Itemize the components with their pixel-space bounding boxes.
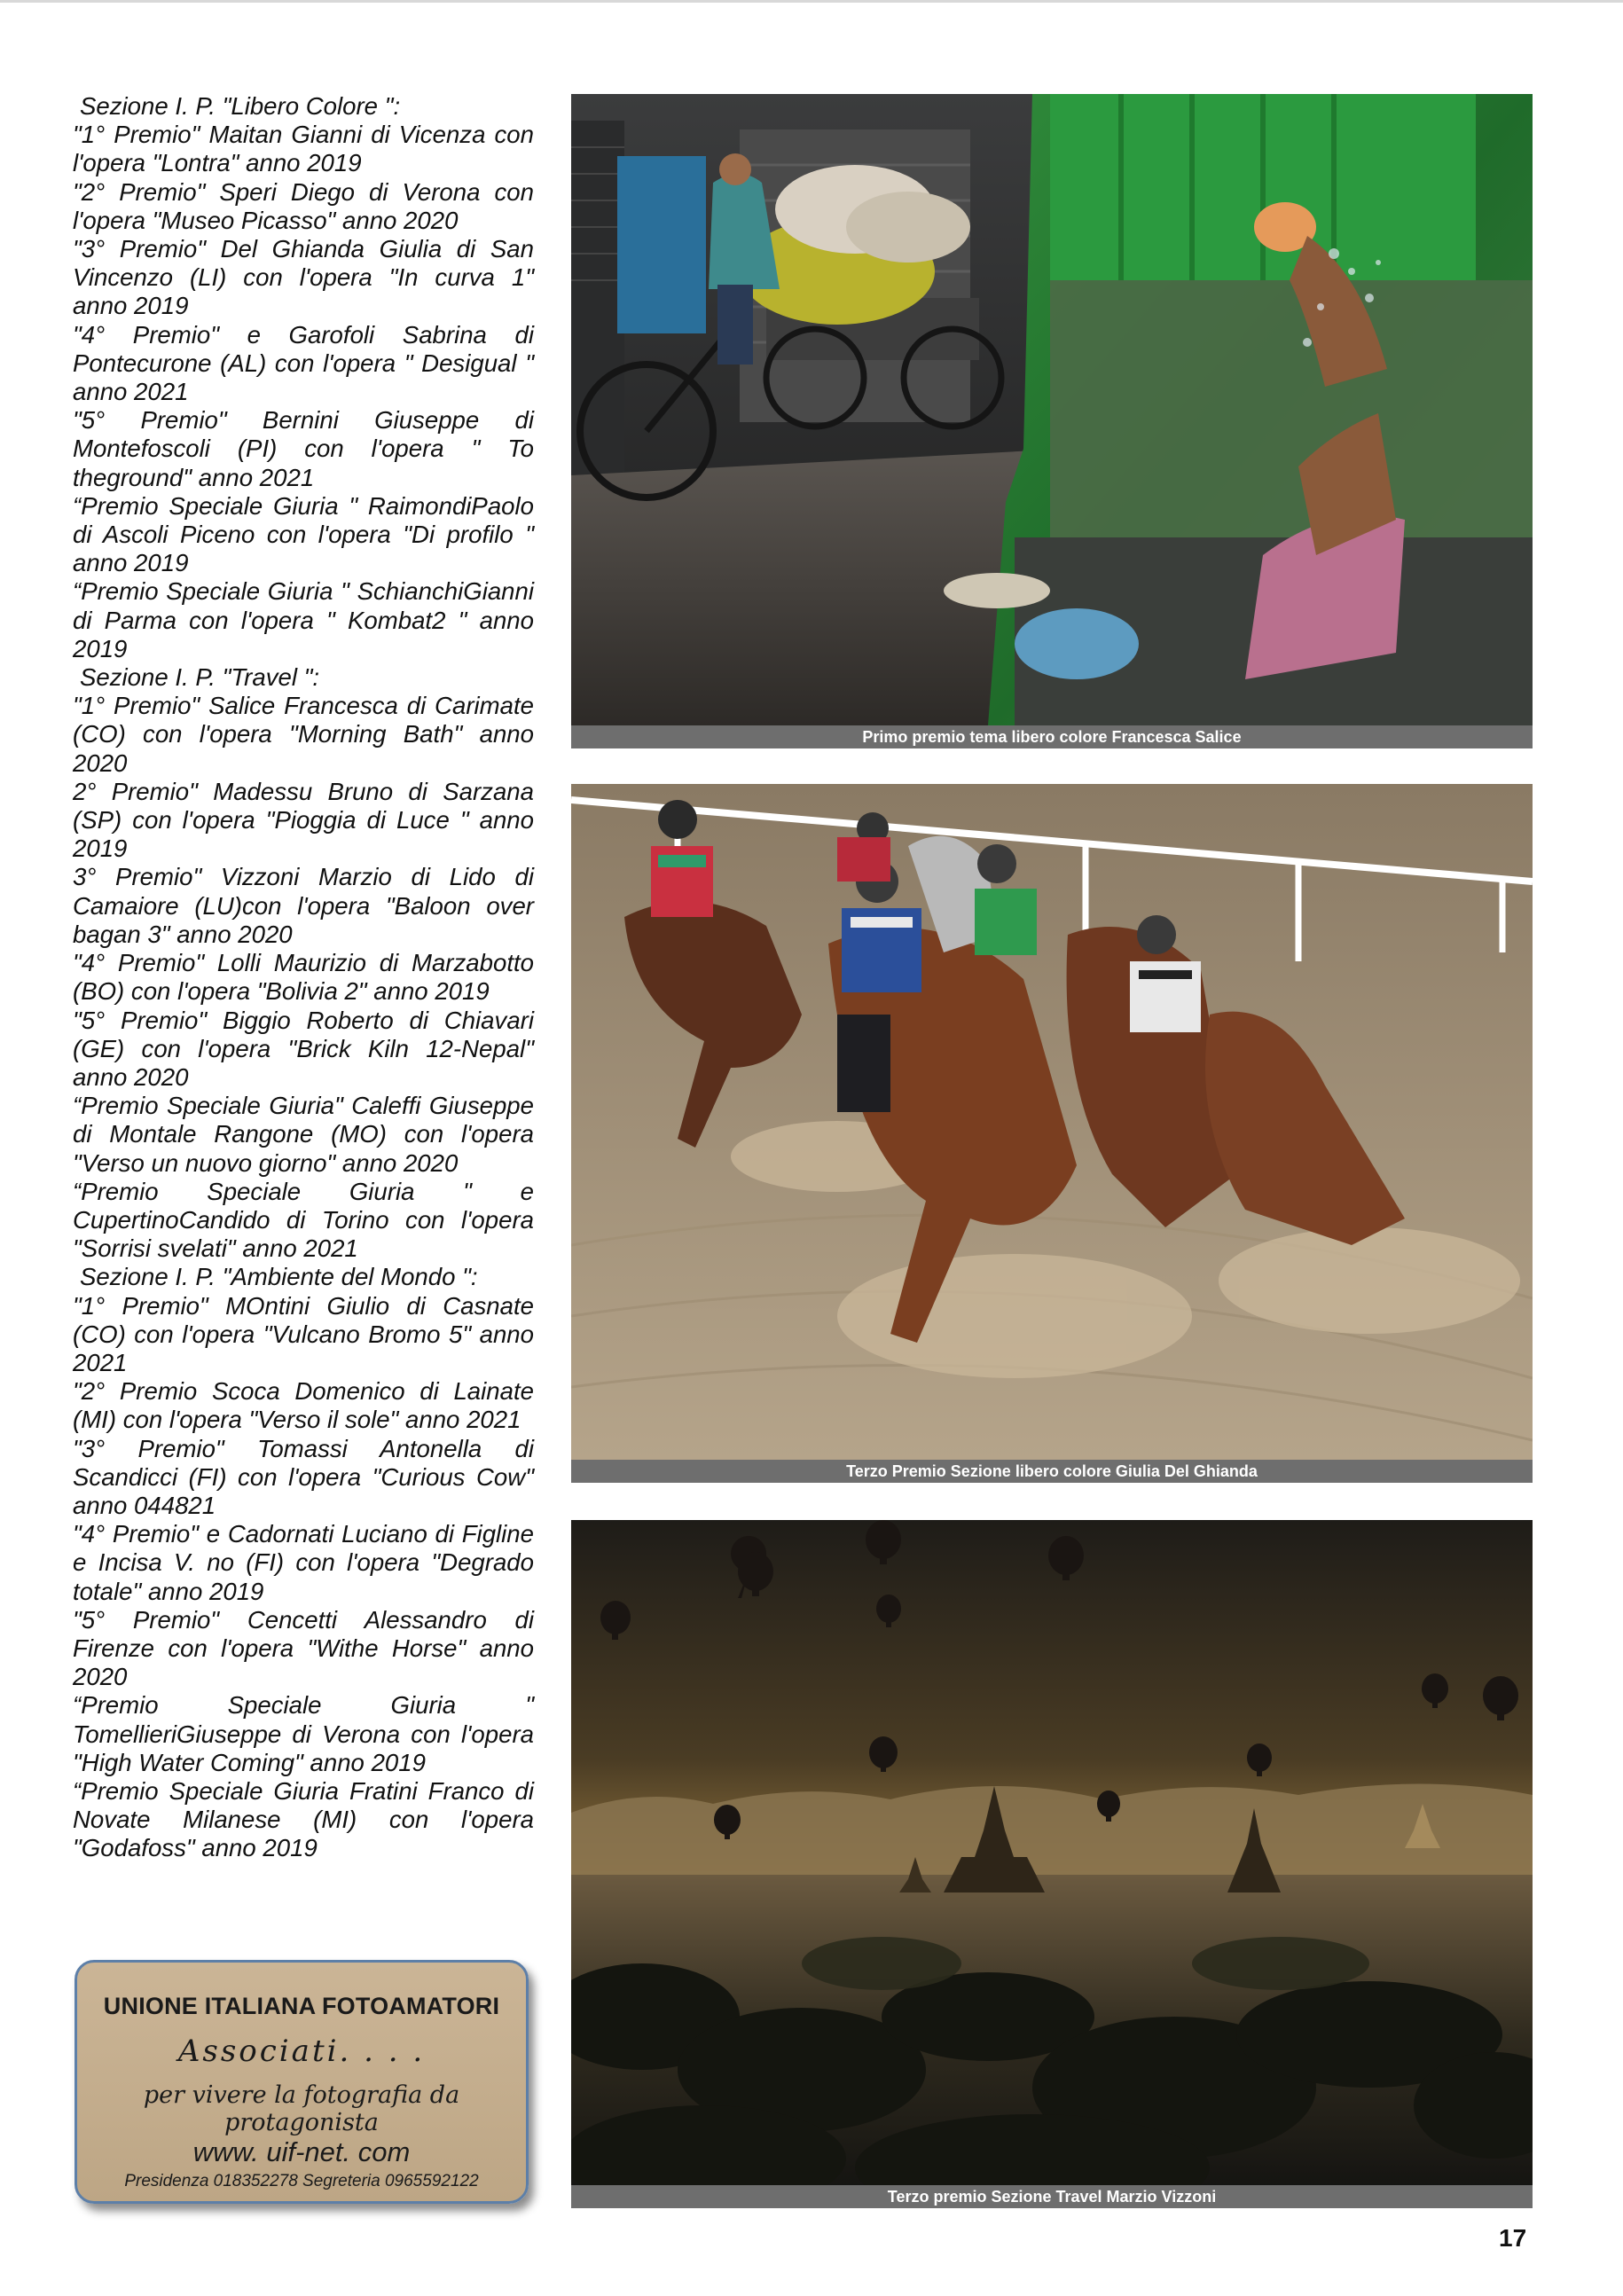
advert-phones: Presidenza 018352278 Segreteria 0965592122 bbox=[124, 2172, 479, 2190]
award-entry: "1° Premio" MOntini Giulio di Casnate (CO) con l'opera "Vulcano Bromo 5" anno 2021 bbox=[73, 1291, 534, 1376]
award-entry: "5° Premio" Cencetti Alessandro di Firenze con l'opera "Withe Horse" anno 2020 bbox=[73, 1605, 534, 1691]
advert-website: www. uif-net. com bbox=[192, 2136, 411, 2167]
photo1-caption: Primo premio tema libero colore Francesca Salice bbox=[571, 725, 1533, 748]
award-entry: "2° Premio Scoca Domenico di Lainate (MI) con l'opera "Verso il sole" anno 2021 bbox=[73, 1377, 534, 1434]
section-heading: Sezione I. P. "Travel ": bbox=[80, 663, 320, 692]
award-entry: “Premio Speciale Giuria " e CupertinoCandido di Torino con l'opera "Sorrisi svelati" anno 2021 bbox=[73, 1177, 534, 1263]
award-entry: 2° Premio" Madessu Bruno di Sarzana (SP) con l'opera "Pioggia di Luce " anno 2019 bbox=[73, 777, 534, 863]
top-rule bbox=[0, 0, 1623, 3]
award-entry: "3° Premio" Tomassi Antonella di Scandicci (FI) con l'opera "Curious Cow" anno 044821 bbox=[73, 1434, 534, 1519]
award-entry: "5° Premio" Bernini Giuseppe di Montefoscoli (PI) con l'opera " To theground" anno 2021 bbox=[73, 406, 534, 491]
award-entry: "2° Premio" Speri Diego di Verona con l'opera "Museo Picasso" anno 2020 bbox=[73, 177, 534, 234]
photo3-caption: Terzo premio Sezione Travel Marzio Vizzoni bbox=[571, 2185, 1533, 2208]
photo-morning-bath bbox=[571, 94, 1533, 725]
award-entry: “Premio Speciale Giuria " RaimondiPaolo di Ascoli Piceno con l'opera "Di profilo " anno 2019 bbox=[73, 491, 534, 577]
award-entry: "4° Premio" e Cadornati Luciano di Figline e Incisa V. no (FI) con l'opera "Degrado totale" anno 2019 bbox=[73, 1520, 534, 1605]
photo-balloons-bagan bbox=[571, 1520, 1533, 2203]
award-entry: “Premio Speciale Giuria" Caleffi Giuseppe di Montale Rangone (MO) con l'opera "Verso un nuovo giorno" anno 2020 bbox=[73, 1092, 534, 1177]
award-entry: “Premio Speciale Giuria " TomellieriGiuseppe di Verona con l'opera "High Water Coming" anno 2019 bbox=[73, 1691, 534, 1776]
section-heading: Sezione I. P. "Ambiente del Mondo ": bbox=[80, 1263, 478, 1291]
page-number: 17 bbox=[1499, 2224, 1527, 2252]
award-entry: “Premio Speciale Giuria Fratini Franco di Novate Milanese (MI) con l'opera "Godafoss" anno 2019 bbox=[73, 1776, 534, 1862]
advert-title: UNIONE ITALIANA FOTOAMATORI bbox=[103, 1993, 500, 2019]
section-heading: Sezione I. P. "Libero Colore ": bbox=[80, 92, 401, 120]
photo2-caption: Terzo Premio Sezione libero colore Giulia Del Ghianda bbox=[571, 1460, 1533, 1483]
award-entry: 3° Premio" Vizzoni Marzio di Lido di Camaiore (LU)con l'opera "Baloon over bagan 3" anno 2020 bbox=[73, 863, 534, 948]
award-entry: "1° Premio" Maitan Gianni di Vicenza con l'opera "Lontra" anno 2019 bbox=[73, 121, 534, 177]
uif-advert-box bbox=[74, 1960, 529, 2204]
award-entry: "1° Premio" Salice Francesca di Carimate (CO) con l'opera "Morning Bath" anno 2020 bbox=[73, 692, 534, 777]
award-entry: "5° Premio" Biggio Roberto di Chiavari (GE) con l'opera "Brick Kiln 12-Nepal" anno 2020 bbox=[73, 1006, 534, 1091]
award-entry: "3° Premio" Del Ghianda Giulia di San Vincenzo (LI) con l'opera "In curva 1" anno 2019 bbox=[73, 235, 534, 320]
award-entry: "4° Premio" e Garofoli Sabrina di Pontecurone (AL) con l'opera " Desigual " anno 2021 bbox=[73, 320, 534, 406]
advert-join-text: Associati. . . . bbox=[177, 2033, 426, 2069]
award-entry: “Premio Speciale Giuria " SchianchiGianni di Parma con l'opera " Kombat2 " anno 2019 bbox=[73, 577, 534, 662]
advert-slogan: per vivere la fotografia da protagonista bbox=[143, 2081, 460, 2136]
award-entry: "4° Premio" Lolli Maurizio di Marzabotto (BO) con l'opera "Bolivia 2" anno 2019 bbox=[73, 949, 534, 1006]
results-text-column bbox=[73, 92, 534, 1863]
photo-horse-race bbox=[571, 784, 1533, 1460]
